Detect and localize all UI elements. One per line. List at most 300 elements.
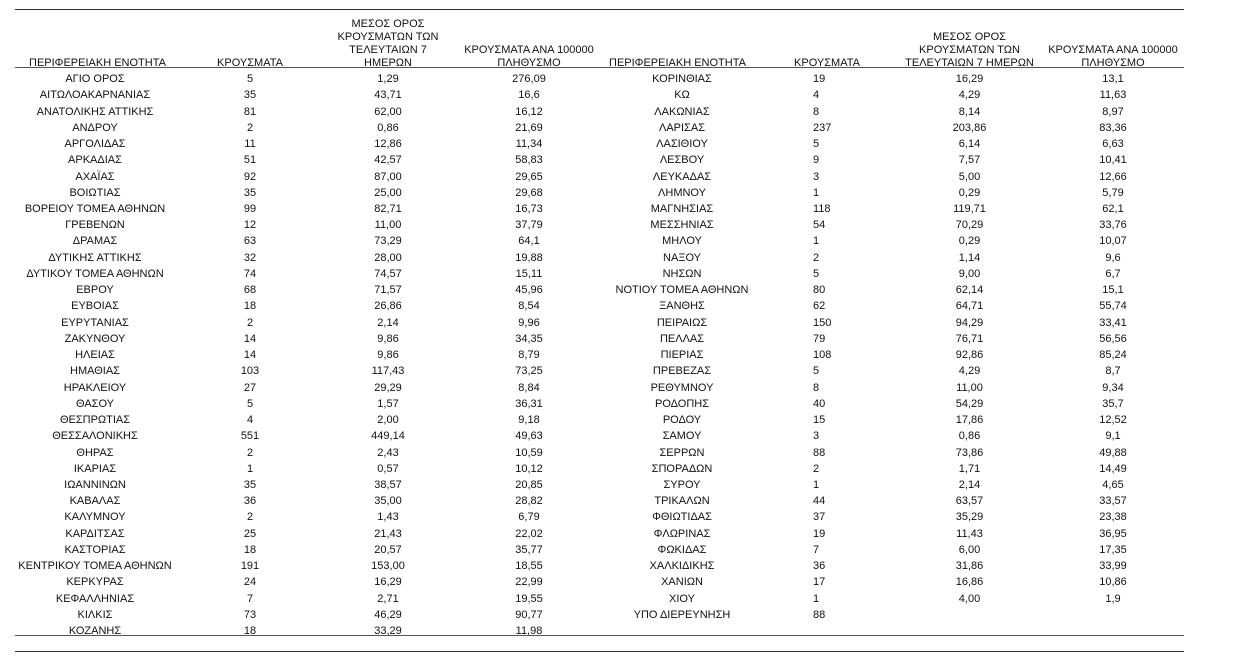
left-region-cell: ΗΡΑΚΛΕΙΟΥ bbox=[63, 381, 127, 394]
left-avg-cell: 43,71 bbox=[374, 89, 402, 102]
right-avg-cell: 4,29 bbox=[958, 89, 981, 102]
right-region-cell: ΝΟΤΙΟΥ ΤΟΜΕΑ ΑΘΗΝΩΝ bbox=[615, 284, 749, 297]
left-region-cell: ΙΩΑΝΝΙΝΩΝ bbox=[64, 478, 126, 491]
left-region-cell: ΔΡΑΜΑΣ bbox=[72, 235, 118, 248]
header-per100k-right: ΚΡΟΥΣΜΑΤΑ ΑΝΑ 100000 ΠΛΗΘΥΣΜΟ bbox=[1048, 44, 1178, 69]
table-row bbox=[15, 185, 1184, 201]
right-avg-cell: 17,86 bbox=[955, 414, 984, 427]
right-avg-cell: 64,71 bbox=[955, 300, 984, 313]
table-row bbox=[15, 558, 1184, 574]
left-avg-cell: 25,00 bbox=[374, 186, 402, 199]
right-region-cell: ΝΑΞΟΥ bbox=[663, 251, 701, 264]
right-cases-cell: 19 bbox=[813, 527, 826, 540]
table-row bbox=[15, 71, 1184, 87]
right-cases-cell: 88 bbox=[813, 446, 826, 459]
right-cases-cell: 3 bbox=[813, 430, 820, 443]
right-per100k-cell: 9,34 bbox=[1102, 381, 1124, 394]
right-avg-cell: 1,71 bbox=[958, 462, 981, 475]
left-cases-cell: 4 bbox=[246, 414, 254, 427]
table-row bbox=[15, 266, 1184, 282]
right-cases-cell: 40 bbox=[813, 397, 826, 410]
right-avg-cell: 16,29 bbox=[955, 73, 984, 86]
left-region-cell: ΚΕΦΑΛΛΗΝΙΑΣ bbox=[55, 592, 135, 605]
left-cases-cell: 63 bbox=[243, 235, 257, 248]
left-region-cell: ΙΚΑΡΙΑΣ bbox=[73, 462, 117, 475]
left-avg-cell: 2,71 bbox=[377, 592, 399, 605]
regional-cases-table-wrapper bbox=[15, 18, 1184, 639]
left-per100k-cell: 22,02 bbox=[515, 527, 543, 540]
left-per100k-cell: 35,77 bbox=[515, 543, 543, 556]
left-cases-cell: 81 bbox=[243, 105, 257, 118]
right-cases-cell: 37 bbox=[813, 511, 826, 524]
left-per100k-cell: 9,18 bbox=[518, 414, 540, 427]
left-cases-cell: 99 bbox=[243, 202, 257, 215]
right-per100k-cell: 85,24 bbox=[1099, 349, 1127, 362]
left-per100k-cell: 49,63 bbox=[515, 430, 543, 443]
right-region-cell: ΛΗΜΝΟΥ bbox=[658, 186, 706, 199]
left-avg-cell: 11,00 bbox=[374, 219, 402, 232]
right-per100k-cell bbox=[1042, 623, 1184, 639]
right-region-cell: ΣΑΜΟΥ bbox=[662, 430, 702, 443]
left-region-cell: ΕΒΡΟΥ bbox=[76, 284, 114, 297]
left-region-cell: ΚΕΝΤΡΙΚΟΥ ΤΟΜΕΑ ΑΘΗΝΩΝ bbox=[18, 560, 172, 573]
right-avg-cell: 63,57 bbox=[955, 495, 984, 508]
left-cases-cell: 5 bbox=[246, 73, 254, 86]
left-region-cell: ΕΥΡΥΤΑΝΙΑΣ bbox=[61, 316, 129, 329]
table-row bbox=[15, 526, 1184, 542]
left-cases-cell: 92 bbox=[243, 170, 257, 183]
page-bottom-divider bbox=[15, 651, 1184, 652]
table-row bbox=[15, 444, 1184, 460]
right-region-cell: ΠΡΕΒΕΖΑΣ bbox=[652, 365, 712, 378]
left-avg-cell: 2,43 bbox=[377, 446, 399, 459]
right-per100k-cell: 15,1 bbox=[1102, 284, 1124, 297]
right-per100k-cell: 33,76 bbox=[1099, 219, 1127, 232]
right-per100k-cell: 13,1 bbox=[1102, 73, 1124, 86]
right-per100k-cell: 10,41 bbox=[1099, 154, 1127, 167]
left-avg-cell: 71,57 bbox=[374, 284, 402, 297]
left-per100k-cell: 28,82 bbox=[515, 495, 543, 508]
right-avg-cell: 0,86 bbox=[958, 430, 981, 443]
left-region-cell: ΘΕΣΠΡΩΤΙΑΣ bbox=[59, 414, 131, 427]
left-avg-cell: 46,29 bbox=[374, 608, 402, 621]
right-region-cell: ΣΥΡΟΥ bbox=[663, 478, 701, 491]
right-per100k-cell: 49,88 bbox=[1099, 446, 1127, 459]
table-row bbox=[15, 217, 1184, 233]
right-region-cell: ΠΙΕΡΙΑΣ bbox=[660, 349, 704, 362]
left-avg-cell: 20,57 bbox=[374, 543, 402, 556]
right-region-cell bbox=[607, 623, 757, 639]
right-per100k-cell: 10,86 bbox=[1099, 576, 1127, 589]
right-avg-cell: 8,14 bbox=[958, 105, 981, 118]
header-divider bbox=[15, 67, 1184, 68]
right-per100k-cell: 33,99 bbox=[1099, 560, 1127, 573]
left-region-cell: ΚΟΖΑΝΗΣ bbox=[68, 625, 122, 638]
left-region-cell: ΑΡΚΑΔΙΑΣ bbox=[68, 154, 122, 167]
left-region-cell: ΒΟΙΩΤΙΑΣ bbox=[69, 186, 121, 199]
right-cases-cell: 4 bbox=[813, 89, 820, 102]
right-avg-cell: 62,14 bbox=[955, 284, 984, 297]
right-per100k-cell: 8,97 bbox=[1102, 105, 1124, 118]
left-per100k-cell: 18,55 bbox=[515, 560, 543, 573]
header-avg-left: ΜΕΣΟΣ ΟΡΟΣ ΚΡΟΥΣΜΑΤΩΝ ΤΩΝ ΤΕΛΕΥΤΑΙΩΝ 7 ΗΜΕΡΩΝ bbox=[337, 18, 439, 69]
right-avg-cell: 31,86 bbox=[955, 560, 984, 573]
left-cases-cell: 12 bbox=[243, 219, 257, 232]
right-cases-cell: 9 bbox=[813, 154, 820, 167]
left-avg-cell: 153,00 bbox=[371, 560, 405, 573]
left-region-cell: ΑΙΤΩΛΟΑΚΑΡΝΑΝΙΑΣ bbox=[39, 89, 151, 102]
right-cases-cell: 44 bbox=[813, 495, 826, 508]
table-row bbox=[15, 152, 1184, 168]
right-per100k-cell: 83,36 bbox=[1099, 121, 1127, 134]
left-cases-cell: 36 bbox=[243, 495, 257, 508]
right-cases-cell: 62 bbox=[813, 300, 826, 313]
left-cases-cell: 1 bbox=[246, 462, 254, 475]
right-avg-cell: 54,29 bbox=[955, 397, 984, 410]
right-avg-cell: 119,71 bbox=[953, 202, 986, 215]
right-cases-cell: 1 bbox=[813, 478, 820, 491]
left-region-cell: ΑΓΙΟ ΟΡΟΣ bbox=[65, 73, 125, 86]
left-cases-cell: 2 bbox=[246, 446, 254, 459]
left-region-cell: ΖΑΚΥΝΘΟΥ bbox=[64, 332, 126, 345]
right-cases-cell: 54 bbox=[813, 219, 826, 232]
left-per100k-cell: 276,09 bbox=[512, 73, 546, 86]
table-row bbox=[15, 607, 1184, 623]
right-cases-cell: 3 bbox=[813, 170, 820, 183]
right-per100k-cell: 1,9 bbox=[1105, 592, 1121, 605]
table-row bbox=[15, 396, 1184, 412]
left-region-cell: ΚΕΡΚΥΡΑΣ bbox=[66, 576, 124, 589]
left-avg-cell: 16,29 bbox=[374, 576, 402, 589]
left-region-cell: ΑΧΑΪΑΣ bbox=[75, 170, 115, 183]
right-avg-cell: 94,29 bbox=[955, 316, 984, 329]
right-avg-cell bbox=[897, 607, 1042, 623]
table-row bbox=[15, 542, 1184, 558]
left-per100k-cell: 8,84 bbox=[518, 381, 540, 394]
left-per100k-cell: 36,31 bbox=[515, 397, 543, 410]
left-region-cell: ΚΑΡΔΙΤΣΑΣ bbox=[65, 527, 125, 540]
left-avg-cell: 9,86 bbox=[377, 332, 399, 345]
right-per100k-cell: 12,66 bbox=[1099, 170, 1127, 183]
left-per100k-cell: 8,54 bbox=[518, 300, 540, 313]
left-avg-cell: 12,86 bbox=[374, 138, 402, 151]
left-avg-cell: 9,86 bbox=[377, 349, 399, 362]
right-region-cell: ΡΕΘΥΜΝΟΥ bbox=[650, 381, 714, 394]
left-region-cell: ΑΡΓΟΛΙΔΑΣ bbox=[64, 138, 126, 151]
left-per100k-cell: 19,55 bbox=[515, 592, 543, 605]
right-avg-cell: 9,00 bbox=[958, 267, 981, 280]
left-avg-cell: 42,57 bbox=[374, 154, 402, 167]
left-cases-cell: 35 bbox=[243, 478, 257, 491]
table-row bbox=[15, 428, 1184, 444]
left-cases-cell: 24 bbox=[243, 576, 257, 589]
right-region-cell: ΝΗΣΩΝ bbox=[662, 267, 702, 280]
right-avg-cell: 0,29 bbox=[958, 235, 981, 248]
left-avg-cell: 35,00 bbox=[374, 495, 402, 508]
left-per100k-cell: 16,6 bbox=[518, 89, 540, 102]
left-region-cell: ΒΟΡΕΙΟΥ ΤΟΜΕΑ ΑΘΗΝΩΝ bbox=[24, 202, 166, 215]
right-region-cell: ΥΠΟ ΔΙΕΡΕΥΝΗΣΗ bbox=[633, 608, 731, 621]
left-region-cell: ΚΑΛΥΜΝΟΥ bbox=[64, 511, 126, 524]
right-cases-cell: 1 bbox=[813, 592, 820, 605]
right-avg-cell: 73,86 bbox=[955, 446, 984, 459]
left-per100k-cell: 19,88 bbox=[515, 251, 543, 264]
right-region-cell: ΦΛΩΡΙΝΑΣ bbox=[653, 527, 711, 540]
left-cases-cell: 103 bbox=[240, 365, 260, 378]
right-cases-cell: 79 bbox=[813, 332, 826, 345]
right-cases-cell: 150 bbox=[813, 316, 832, 329]
right-cases-cell: 15 bbox=[813, 414, 826, 427]
left-region-cell: ΚΑΒΑΛΑΣ bbox=[69, 495, 121, 508]
header-cases-right: ΚΡΟΥΣΜΑΤΑ bbox=[794, 57, 860, 69]
right-region-cell: ΛΑΚΩΝΙΑΣ bbox=[654, 105, 710, 118]
table-bottom-divider bbox=[15, 635, 1184, 636]
right-cases-cell: 5 bbox=[813, 365, 820, 378]
left-avg-cell: 82,71 bbox=[374, 202, 402, 215]
left-region-cell: ΚΙΛΚΙΣ bbox=[77, 608, 113, 621]
left-cases-cell: 5 bbox=[246, 397, 254, 410]
left-avg-cell: 21,43 bbox=[374, 527, 402, 540]
table-row bbox=[15, 574, 1184, 590]
left-cases-cell: 18 bbox=[243, 543, 257, 556]
header-avg-right: ΜΕΣΟΣ ΟΡΟΣ ΚΡΟΥΣΜΑΤΩΝ ΤΩΝ ΤΕΛΕΥΤΑΙΩΝ 7 ΗΜΕΡΩΝ bbox=[905, 31, 1034, 69]
right-region-cell: ΚΩ bbox=[674, 89, 690, 102]
left-region-cell: ΘΗΡΑΣ bbox=[76, 446, 114, 459]
right-per100k-cell: 4,65 bbox=[1102, 478, 1124, 491]
right-per100k-cell: 23,38 bbox=[1099, 511, 1127, 524]
table-row bbox=[15, 493, 1184, 509]
right-avg-cell: 35,29 bbox=[955, 511, 984, 524]
right-cases-cell: 8 bbox=[813, 105, 820, 118]
left-per100k-cell: 15,11 bbox=[515, 267, 543, 280]
table-row bbox=[15, 233, 1184, 249]
table-row bbox=[15, 250, 1184, 266]
left-per100k-cell: 29,68 bbox=[515, 186, 543, 199]
right-cases-cell bbox=[757, 623, 897, 639]
right-region-cell: ΛΕΣΒΟΥ bbox=[659, 154, 705, 167]
left-region-cell: ΓΡΕΒΕΝΩΝ bbox=[65, 219, 125, 232]
table-row bbox=[15, 331, 1184, 347]
left-cases-cell: 7 bbox=[246, 592, 254, 605]
table-row bbox=[15, 136, 1184, 152]
regional-cases-table bbox=[15, 18, 1184, 639]
left-per100k-cell: 29,65 bbox=[515, 170, 543, 183]
right-per100k-cell: 10,07 bbox=[1099, 235, 1127, 248]
left-avg-cell: 117,43 bbox=[371, 365, 405, 378]
right-avg-cell: 76,71 bbox=[955, 332, 984, 345]
right-per100k-cell: 56,56 bbox=[1099, 332, 1127, 345]
right-per100k-cell: 9,6 bbox=[1105, 251, 1121, 264]
table-row bbox=[15, 103, 1184, 119]
right-avg-cell: 203,86 bbox=[952, 121, 987, 134]
left-per100k-cell: 11,98 bbox=[515, 625, 543, 638]
right-avg-cell: 16,86 bbox=[955, 576, 984, 589]
left-per100k-cell: 34,35 bbox=[515, 332, 543, 345]
left-cases-cell: 51 bbox=[243, 154, 257, 167]
right-cases-cell: 5 bbox=[813, 138, 820, 151]
table-header-row bbox=[15, 18, 1184, 71]
left-avg-cell: 2,00 bbox=[377, 414, 399, 427]
left-per100k-cell: 21,69 bbox=[515, 121, 543, 134]
left-region-cell: ΕΥΒΟΙΑΣ bbox=[71, 300, 119, 313]
right-avg-cell: 11,43 bbox=[956, 527, 983, 540]
right-per100k-cell: 33,41 bbox=[1099, 316, 1127, 329]
left-cases-cell: 68 bbox=[243, 284, 257, 297]
table-row bbox=[15, 591, 1184, 607]
left-region-cell: ΗΜΑΘΙΑΣ bbox=[70, 365, 120, 378]
right-cases-cell: 7 bbox=[813, 543, 820, 556]
left-cases-cell: 551 bbox=[240, 430, 260, 443]
left-region-cell: ΗΛΕΙΑΣ bbox=[75, 349, 115, 362]
left-cases-cell: 73 bbox=[243, 608, 257, 621]
right-per100k-cell: 17,35 bbox=[1099, 543, 1127, 556]
left-avg-cell: 2,14 bbox=[377, 316, 399, 329]
left-avg-cell: 62,00 bbox=[374, 105, 402, 118]
left-avg-cell: 87,00 bbox=[374, 170, 402, 183]
left-cases-cell: 2 bbox=[246, 511, 254, 524]
left-per100k-cell: 20,85 bbox=[515, 478, 543, 491]
right-per100k-cell: 14,49 bbox=[1099, 462, 1127, 475]
left-per100k-cell: 22,99 bbox=[515, 576, 543, 589]
right-avg-cell: 4,00 bbox=[958, 592, 981, 605]
right-cases-cell: 8 bbox=[813, 381, 820, 394]
left-avg-cell: 26,86 bbox=[374, 300, 402, 313]
right-region-cell: ΧΙΟΥ bbox=[669, 592, 695, 605]
right-per100k-cell: 6,7 bbox=[1105, 267, 1121, 280]
table-row bbox=[15, 363, 1184, 379]
header-per100k-left: ΚΡΟΥΣΜΑΤΑ ΑΝΑ 100000 ΠΛΗΘΥΣΜΟ bbox=[464, 44, 594, 69]
left-avg-cell: 0,86 bbox=[377, 121, 399, 134]
right-avg-cell: 11,00 bbox=[956, 381, 983, 394]
right-region-cell: ΠΕΙΡΑΙΩΣ bbox=[656, 316, 708, 329]
right-region-cell: ΜΑΓΝΗΣΙΑΣ bbox=[650, 202, 714, 215]
right-per100k-cell: 8,7 bbox=[1105, 365, 1121, 378]
left-cases-cell: 18 bbox=[243, 300, 257, 313]
right-avg-cell: 4,29 bbox=[958, 365, 981, 378]
left-avg-cell: 33,29 bbox=[374, 625, 402, 638]
table-row bbox=[15, 623, 1184, 639]
right-cases-cell: 88 bbox=[813, 608, 826, 621]
left-avg-cell: 73,29 bbox=[374, 235, 402, 248]
right-region-cell: ΛΑΣΙΘΙΟΥ bbox=[656, 138, 708, 151]
right-per100k-cell: 9,1 bbox=[1105, 430, 1121, 443]
right-cases-cell: 118 bbox=[813, 202, 831, 215]
right-per100k-cell: 5,79 bbox=[1102, 186, 1124, 199]
left-region-cell: ΚΑΣΤΟΡΙΑΣ bbox=[64, 543, 126, 556]
left-per100k-cell: 11,34 bbox=[515, 138, 543, 151]
right-avg-cell: 2,14 bbox=[958, 478, 981, 491]
right-region-cell: ΜΕΣΣΗΝΙΑΣ bbox=[650, 219, 714, 232]
left-avg-cell: 1,57 bbox=[377, 397, 399, 410]
left-per100k-cell: 8,79 bbox=[518, 349, 540, 362]
right-region-cell: ΛΑΡΙΣΑΣ bbox=[658, 121, 705, 134]
right-cases-cell: 17 bbox=[813, 576, 826, 589]
right-cases-cell: 5 bbox=[813, 267, 820, 280]
left-cases-cell: 14 bbox=[243, 332, 257, 345]
table-row bbox=[15, 477, 1184, 493]
table-row bbox=[15, 347, 1184, 363]
right-region-cell: ΣΠΟΡΑΔΩΝ bbox=[651, 462, 713, 475]
right-region-cell: ΠΕΛΛΑΣ bbox=[659, 332, 705, 345]
right-region-cell: ΛΕΥΚΑΔΑΣ bbox=[652, 170, 712, 183]
left-region-cell: ΔΥΤΙΚΟΥ ΤΟΜΕΑ ΑΘΗΝΩΝ bbox=[26, 267, 164, 280]
right-avg-cell: 1,14 bbox=[958, 251, 981, 264]
left-cases-cell: 2 bbox=[246, 316, 254, 329]
left-avg-cell: 38,57 bbox=[374, 478, 402, 491]
right-per100k-cell: 6,63 bbox=[1102, 138, 1124, 151]
table-row bbox=[15, 87, 1184, 103]
left-per100k-cell: 37,79 bbox=[515, 219, 543, 232]
right-per100k-cell: 62,1 bbox=[1102, 202, 1124, 215]
table-body bbox=[15, 71, 1184, 639]
right-cases-cell: 80 bbox=[813, 284, 826, 297]
left-cases-cell: 35 bbox=[243, 186, 257, 199]
right-per100k-cell: 55,74 bbox=[1099, 300, 1127, 313]
right-per100k-cell: 12,52 bbox=[1099, 414, 1127, 427]
right-avg-cell: 6,14 bbox=[958, 138, 981, 151]
right-region-cell: ΚΟΡΙΝΘΙΑΣ bbox=[652, 73, 712, 86]
right-cases-cell: 108 bbox=[813, 349, 832, 362]
left-cases-cell: 2 bbox=[246, 121, 254, 134]
left-avg-cell: 1,29 bbox=[377, 73, 399, 86]
right-per100k-cell: 33,57 bbox=[1099, 495, 1127, 508]
left-avg-cell: 0,57 bbox=[377, 462, 399, 475]
table-row bbox=[15, 282, 1184, 298]
left-per100k-cell: 58,83 bbox=[515, 154, 543, 167]
right-region-cell: ΤΡΙΚΑΛΩΝ bbox=[654, 495, 710, 508]
header-cases-left: ΚΡΟΥΣΜΑΤΑ bbox=[217, 57, 283, 69]
left-region-cell: ΑΝΑΤΟΛΙΚΗΣ ΑΤΤΙΚΗΣ bbox=[36, 105, 154, 118]
right-avg-cell: 0,29 bbox=[958, 186, 981, 199]
left-per100k-cell: 45,96 bbox=[515, 284, 543, 297]
left-avg-cell: 28,00 bbox=[374, 251, 402, 264]
right-cases-cell: 1 bbox=[813, 186, 820, 199]
left-per100k-cell: 6,79 bbox=[518, 511, 540, 524]
left-avg-cell: 29,29 bbox=[374, 381, 402, 394]
right-per100k-cell bbox=[1042, 607, 1184, 623]
right-region-cell: ΡΟΔΟΥ bbox=[662, 414, 702, 427]
right-per100k-cell: 11,63 bbox=[1099, 89, 1127, 102]
left-avg-cell: 74,57 bbox=[374, 267, 402, 280]
right-avg-cell: 70,29 bbox=[955, 219, 984, 232]
left-region-cell: ΑΝΔΡΟΥ bbox=[72, 121, 118, 134]
table-row bbox=[15, 412, 1184, 428]
right-avg-cell bbox=[897, 623, 1042, 639]
table-row bbox=[15, 120, 1184, 136]
left-per100k-cell: 10,12 bbox=[515, 462, 543, 475]
right-region-cell: ΧΑΝΙΩΝ bbox=[661, 576, 703, 589]
left-per100k-cell: 16,73 bbox=[515, 202, 543, 215]
left-cases-cell: 14 bbox=[243, 349, 257, 362]
right-cases-cell: 19 bbox=[813, 73, 826, 86]
left-per100k-cell: 16,12 bbox=[515, 105, 543, 118]
left-cases-cell: 191 bbox=[240, 560, 260, 573]
header-region-right: ΠΕΡΙΦΕΡΕΙΑΚΗ ΕΝΟΤΗΤΑ bbox=[609, 57, 746, 69]
right-avg-cell: 92,86 bbox=[955, 349, 984, 362]
left-region-cell: ΘΕΣΣΑΛΟΝΙΚΗΣ bbox=[52, 430, 138, 443]
top-divider bbox=[15, 9, 1184, 10]
right-cases-cell: 36 bbox=[813, 560, 826, 573]
table-row bbox=[15, 509, 1184, 525]
left-region-cell: ΔΥΤΙΚΗΣ ΑΤΤΙΚΗΣ bbox=[48, 251, 142, 264]
right-per100k-cell: 35,7 bbox=[1102, 397, 1124, 410]
left-avg-cell: 1,43 bbox=[377, 511, 399, 524]
right-avg-cell: 7,57 bbox=[958, 154, 981, 167]
left-cases-cell: 74 bbox=[243, 267, 257, 280]
right-cases-cell: 2 bbox=[813, 251, 820, 264]
right-avg-cell: 6,00 bbox=[958, 543, 981, 556]
right-region-cell: ΡΟΔΟΠΗΣ bbox=[654, 397, 710, 410]
